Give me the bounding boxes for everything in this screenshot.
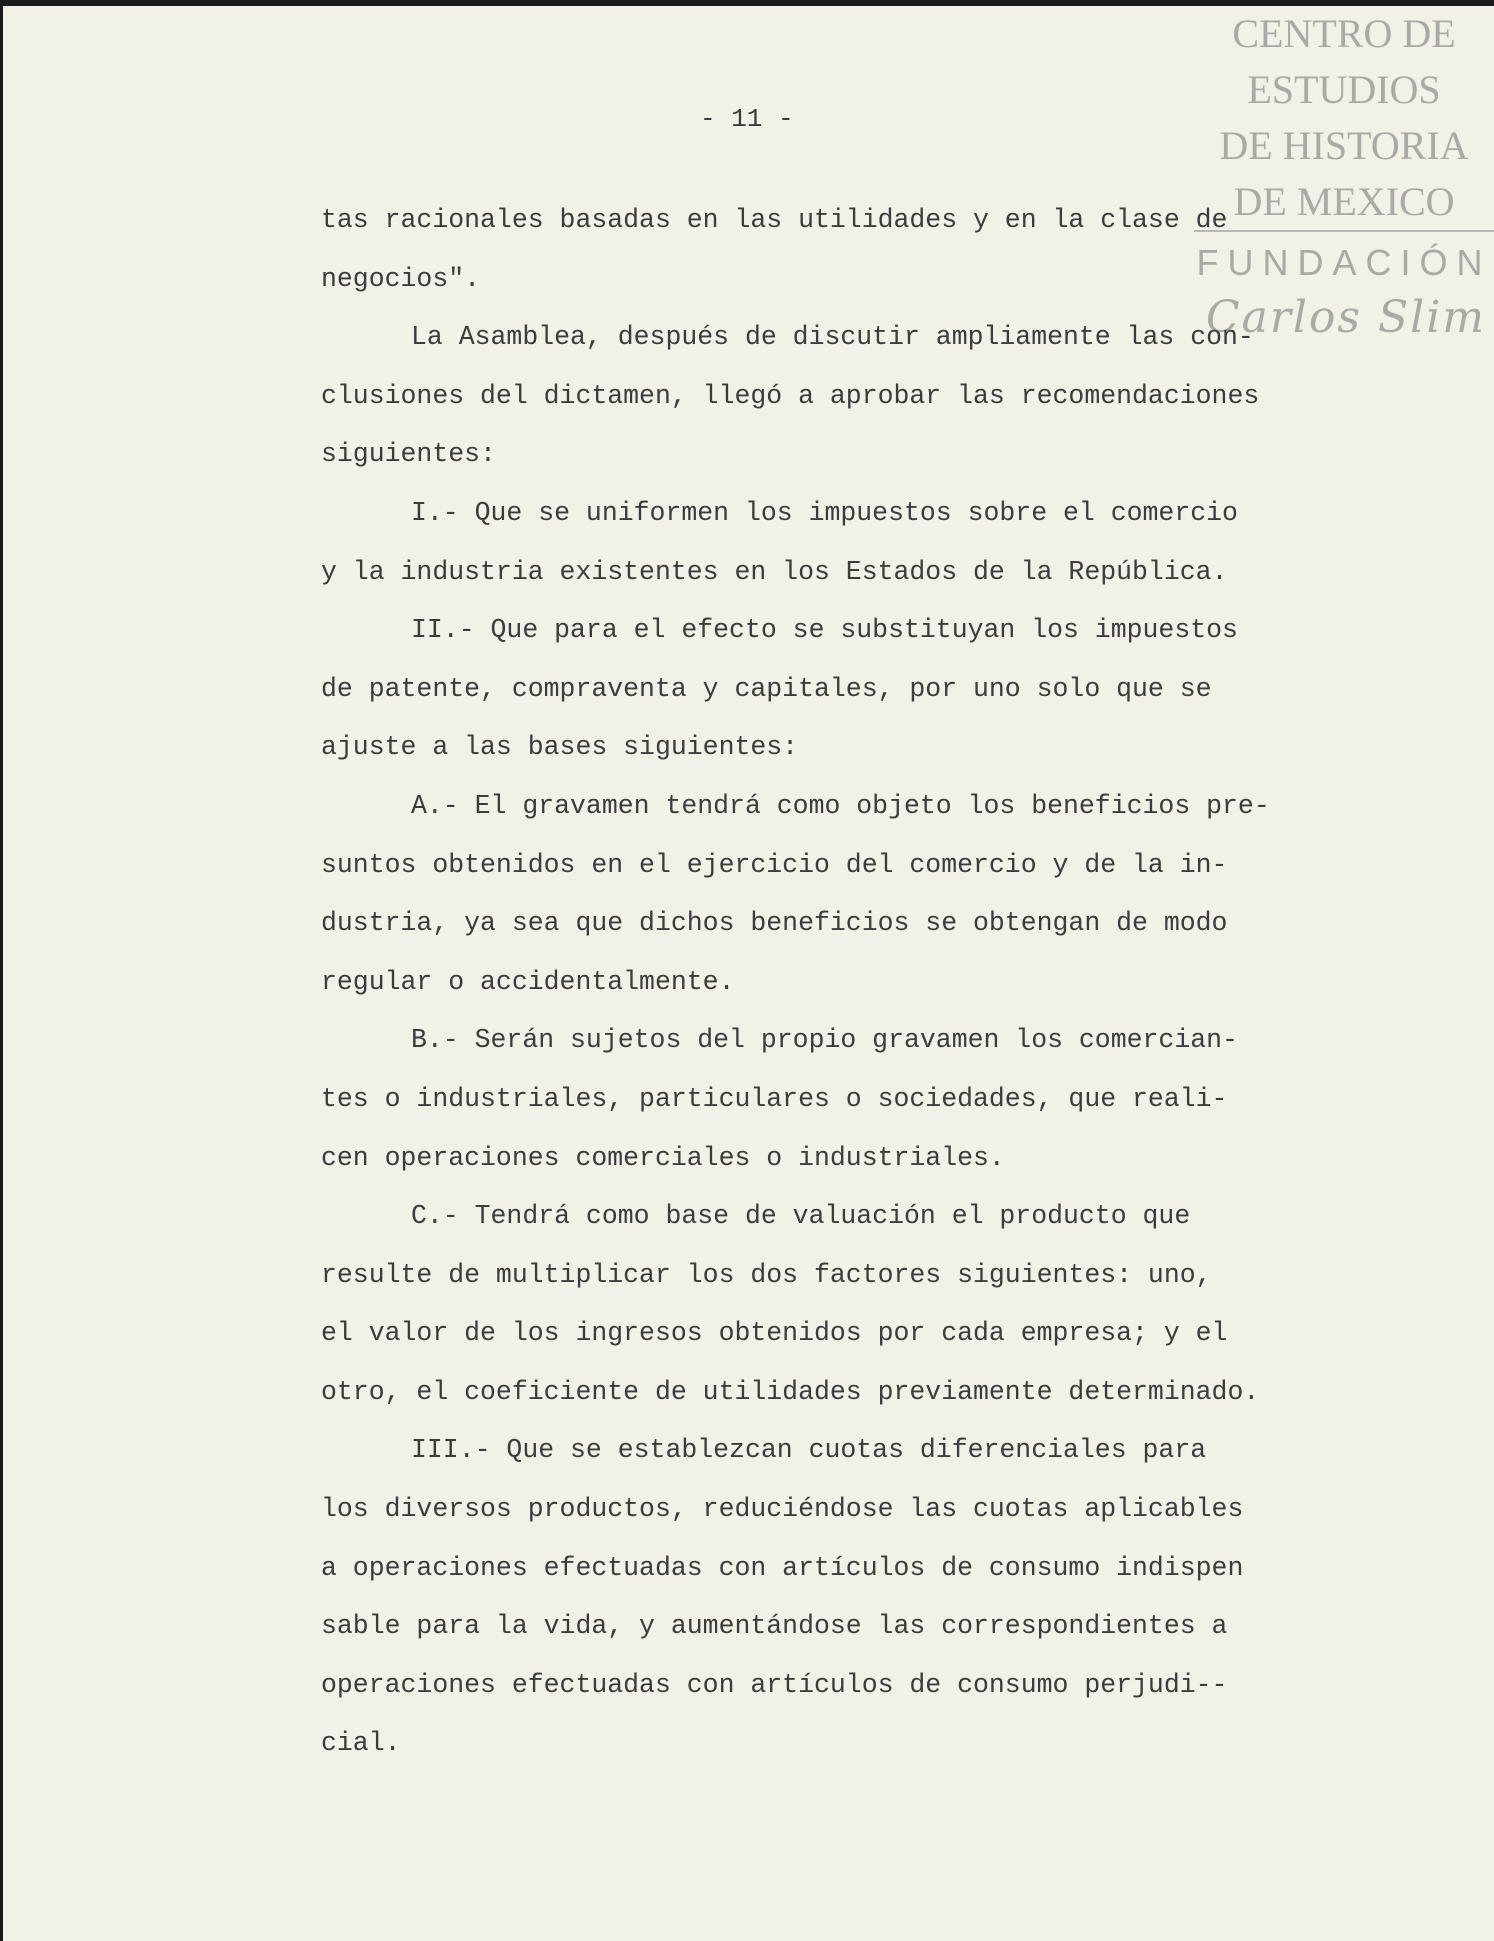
text-line: otro, el coeficiente de utilidades previamente determinado. bbox=[321, 1376, 1260, 1407]
text-line: de patente, compraventa y capitales, por uno solo que se bbox=[321, 673, 1212, 704]
text-line: regular o accidentalmente. bbox=[321, 966, 735, 997]
stamp-line: ESTUDIOS bbox=[1247, 67, 1441, 112]
text-line: el valor de los ingresos obtenidos por cada empresa; y el bbox=[321, 1318, 1228, 1349]
text-line: A.- El gravamen tendrá como objeto los beneficios pre- bbox=[411, 790, 1270, 821]
document-body bbox=[321, 191, 1381, 1773]
text-line: ajuste a las bases siguientes: bbox=[321, 732, 799, 763]
text-line: B.- Serán sujetos del propio gravamen los comercian- bbox=[411, 1025, 1238, 1056]
stamp-line: DE HISTORIA bbox=[1219, 123, 1469, 168]
text-line: y la industria existentes en los Estados de la República. bbox=[321, 556, 1228, 587]
text-line: La Asamblea, después de discutir ampliamente las con- bbox=[411, 322, 1254, 353]
text-line: clusiones del dictamen, llegó a aprobar las recomendaciones bbox=[321, 380, 1260, 411]
text-line: tes o industriales, particulares o sociedades, que reali- bbox=[321, 1083, 1228, 1114]
text-line: cen operaciones comerciales o industriales. bbox=[321, 1142, 1005, 1173]
text-line: siguientes: bbox=[321, 439, 496, 470]
text-line: sable para la vida, y aumentándose las correspondientes a bbox=[321, 1611, 1228, 1642]
stamp-foundation: FUNDACIÓN bbox=[1196, 242, 1492, 283]
stamp-line: DE MEXICO bbox=[1233, 179, 1455, 224]
text-line: C.- Tendrá como base de valuación el producto que bbox=[411, 1201, 1191, 1232]
text-line: suntos obtenidos en el ejercicio del comercio y de la in- bbox=[321, 849, 1228, 880]
text-line: los diversos productos, reduciéndose las cuotas aplicables bbox=[321, 1494, 1244, 1525]
text-line: dustria, ya sea que dichos beneficios se obtengan de modo bbox=[321, 908, 1228, 939]
text-line: II.- Que para el efecto se substituyan los impuestos bbox=[411, 615, 1238, 646]
text-line: a operaciones efectuadas con artículos de consumo indispen bbox=[321, 1552, 1244, 1583]
text-line: negocios". bbox=[321, 263, 481, 294]
text-line: tas racionales basadas en las utilidades y en la clase de bbox=[321, 205, 1228, 235]
text-line: resulte de multiplicar los dos factores siguientes: uno, bbox=[321, 1259, 1212, 1290]
text-line: cial. bbox=[321, 1728, 401, 1759]
document-page bbox=[3, 6, 1494, 1941]
text-line: I.- Que se uniformen los impuestos sobre el comercio bbox=[411, 497, 1238, 528]
stamp-line: CENTRO DE bbox=[1232, 11, 1456, 56]
text-line: III.- Que se establezcan cuotas diferenciales para bbox=[411, 1435, 1207, 1466]
text-line: operaciones efectuadas con artículos de consumo perjudi-- bbox=[321, 1669, 1228, 1700]
stamp-signature: Carlos Slim bbox=[1205, 292, 1486, 343]
page-number: - 11 - bbox=[700, 104, 794, 134]
